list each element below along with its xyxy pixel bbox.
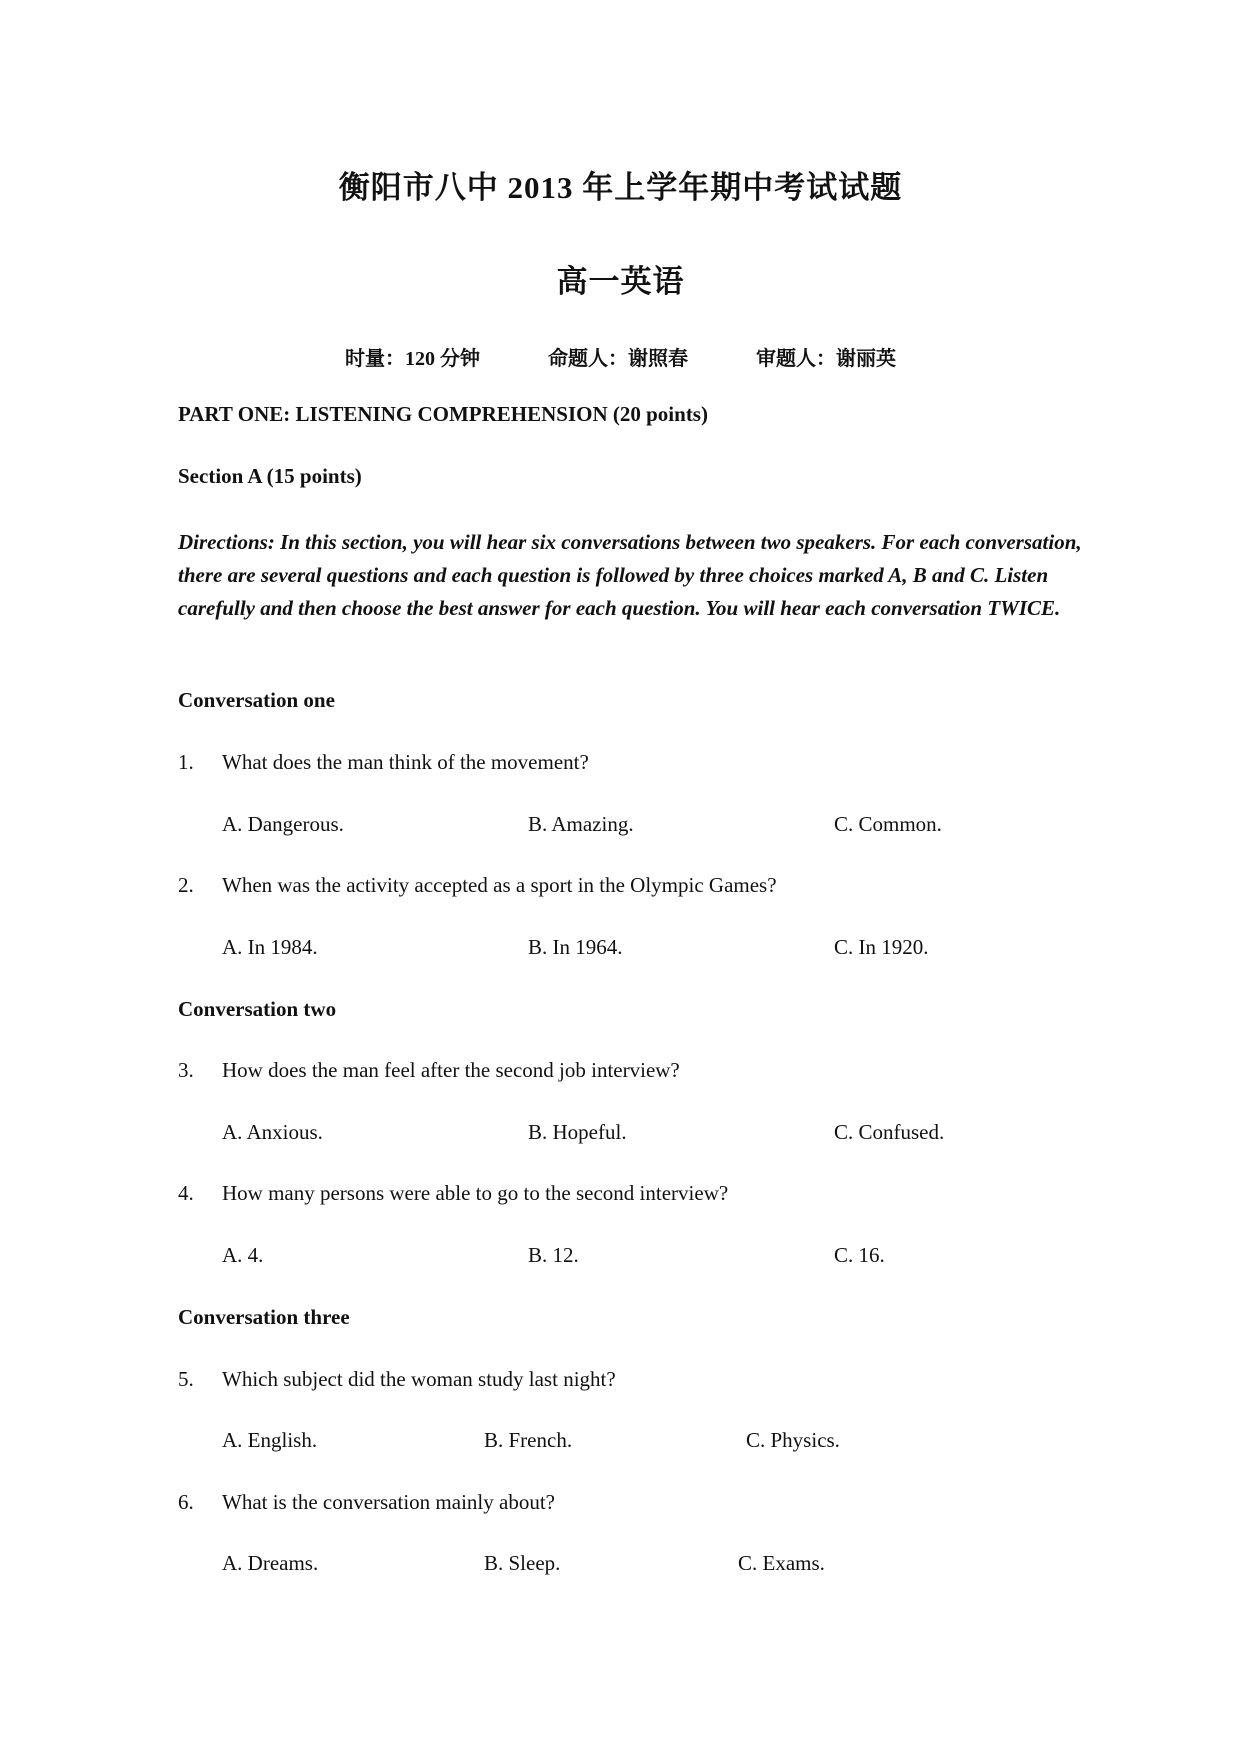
conversation-heading: Conversation two [178,997,337,1021]
option-a: A. Dangerous. [222,812,344,836]
question-2 [178,873,777,898]
question-number: 1. [178,750,194,774]
question-6 [178,1490,555,1515]
time-limit: 时量：120 分钟 [345,348,480,370]
question-text: How does the man feel after the second job interview? [222,1058,680,1082]
option-c: C. 16. [834,1243,885,1267]
question-text: What is the conversation mainly about? [222,1490,555,1514]
question-number: 5. [178,1367,194,1391]
question-number: 2. [178,873,194,897]
exam-author: 命题人：谢照春 [548,348,688,370]
question-text: How many persons were able to go to the second interview? [222,1181,729,1205]
exam-meta [0,342,1241,371]
option-b: B. 12. [528,1243,579,1267]
option-a: A. English. [222,1428,318,1452]
option-c: C. In 1920. [834,935,929,959]
option-b: B. French. [484,1428,573,1452]
option-b: B. Amazing. [528,812,634,836]
directions-text: Directions: In this section, you will hear six conversations between two speakers. For each conversation, there are several questions and each question is followed by three choices marked A, B and C. Listen carefully and then choose the best answer for each question. You will hear each conversation TWICE. [178,530,1082,620]
question-text: What does the man think of the movement? [222,750,589,774]
conversation-heading: Conversation one [178,688,335,712]
option-c: C. Confused. [834,1120,945,1144]
question-text: When was the activity accepted as a sport in the Olympic Games? [222,873,777,897]
question-number: 4. [178,1181,194,1205]
option-a: A. Anxious. [222,1120,323,1144]
question-number: 3. [178,1058,194,1082]
question-4 [178,1181,728,1206]
option-b: B. Sleep. [484,1551,561,1575]
question-3 [178,1058,680,1083]
option-c: C. Physics. [746,1428,840,1452]
option-a: A. In 1984. [222,935,318,959]
section-a-heading: Section A (15 points) [178,464,362,488]
option-b: B. In 1964. [528,935,623,959]
option-a: A. Dreams. [222,1551,319,1575]
option-b: B. Hopeful. [528,1120,627,1144]
exam-title: 衡阳市八中 2013 年上学年期中考试试题 [338,170,903,205]
question-text: Which subject did the woman study last night? [222,1367,616,1391]
conversation-heading: Conversation three [178,1305,350,1329]
exam-reviewer: 审题人：谢丽英 [756,348,896,370]
part-one-heading: PART ONE: LISTENING COMPREHENSION (20 points) [178,402,708,426]
question-5 [178,1367,616,1392]
subject-title: 高一英语 [556,264,685,299]
option-c: C. Common. [834,812,942,836]
option-a: A. 4. [222,1243,264,1267]
question-1 [178,750,589,775]
question-number: 6. [178,1490,194,1514]
option-c: C. Exams. [738,1551,825,1575]
